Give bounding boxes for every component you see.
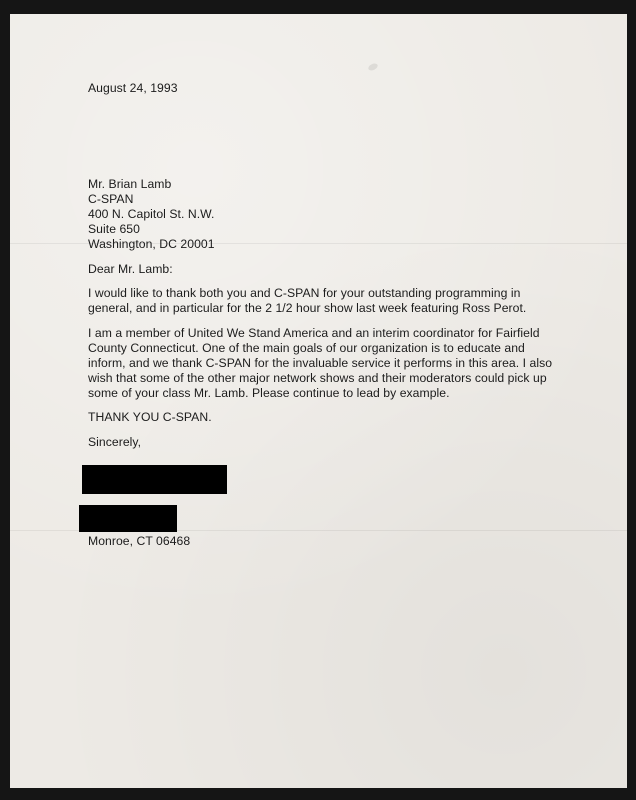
paragraph-line: I would like to thank both you and C-SPAN for your outstanding programming in: [88, 286, 521, 300]
paragraph-line: I am a member of United We Stand America and an interim coordinator for Fairfield: [88, 326, 540, 340]
paragraph-thanks: [88, 286, 588, 316]
letter-date: August 24, 1993: [88, 81, 178, 95]
paragraph-membership: [88, 326, 588, 401]
paragraph-line: wish that some of the other major network shows and their moderators could pick up: [88, 371, 547, 385]
paragraph-line: inform, and we thank C-SPAN for the invaluable service it performs in this area. I also: [88, 356, 553, 370]
paragraph-line: some of your class Mr. Lamb. Please continue to lead by example.: [88, 386, 450, 400]
thank-you-line: THANK YOU C-SPAN.: [88, 410, 212, 424]
recipient-name: Mr. Brian Lamb: [88, 177, 172, 191]
salutation: Dear Mr. Lamb:: [88, 262, 173, 276]
paragraph-line: general, and in particular for the 2 1/2 hour show last week featuring Ross Perot.: [88, 301, 527, 315]
recipient-street: 400 N. Capitol St. N.W.: [88, 207, 215, 221]
paper-smudge: [367, 62, 379, 72]
letter-page: [10, 14, 627, 788]
redacted-sender-address: [79, 505, 177, 532]
recipient-organization: C-SPAN: [88, 192, 134, 206]
sender-city-state-zip: Monroe, CT 06468: [88, 534, 191, 548]
paragraph-line: County Connecticut. One of the main goals of our organization is to educate and: [88, 341, 525, 355]
redacted-signature: [82, 465, 227, 494]
recipient-city-state-zip: Washington, DC 20001: [88, 237, 215, 251]
recipient-suite: Suite 650: [88, 222, 140, 236]
closing: Sincerely,: [88, 435, 142, 449]
recipient-address: [88, 177, 588, 252]
